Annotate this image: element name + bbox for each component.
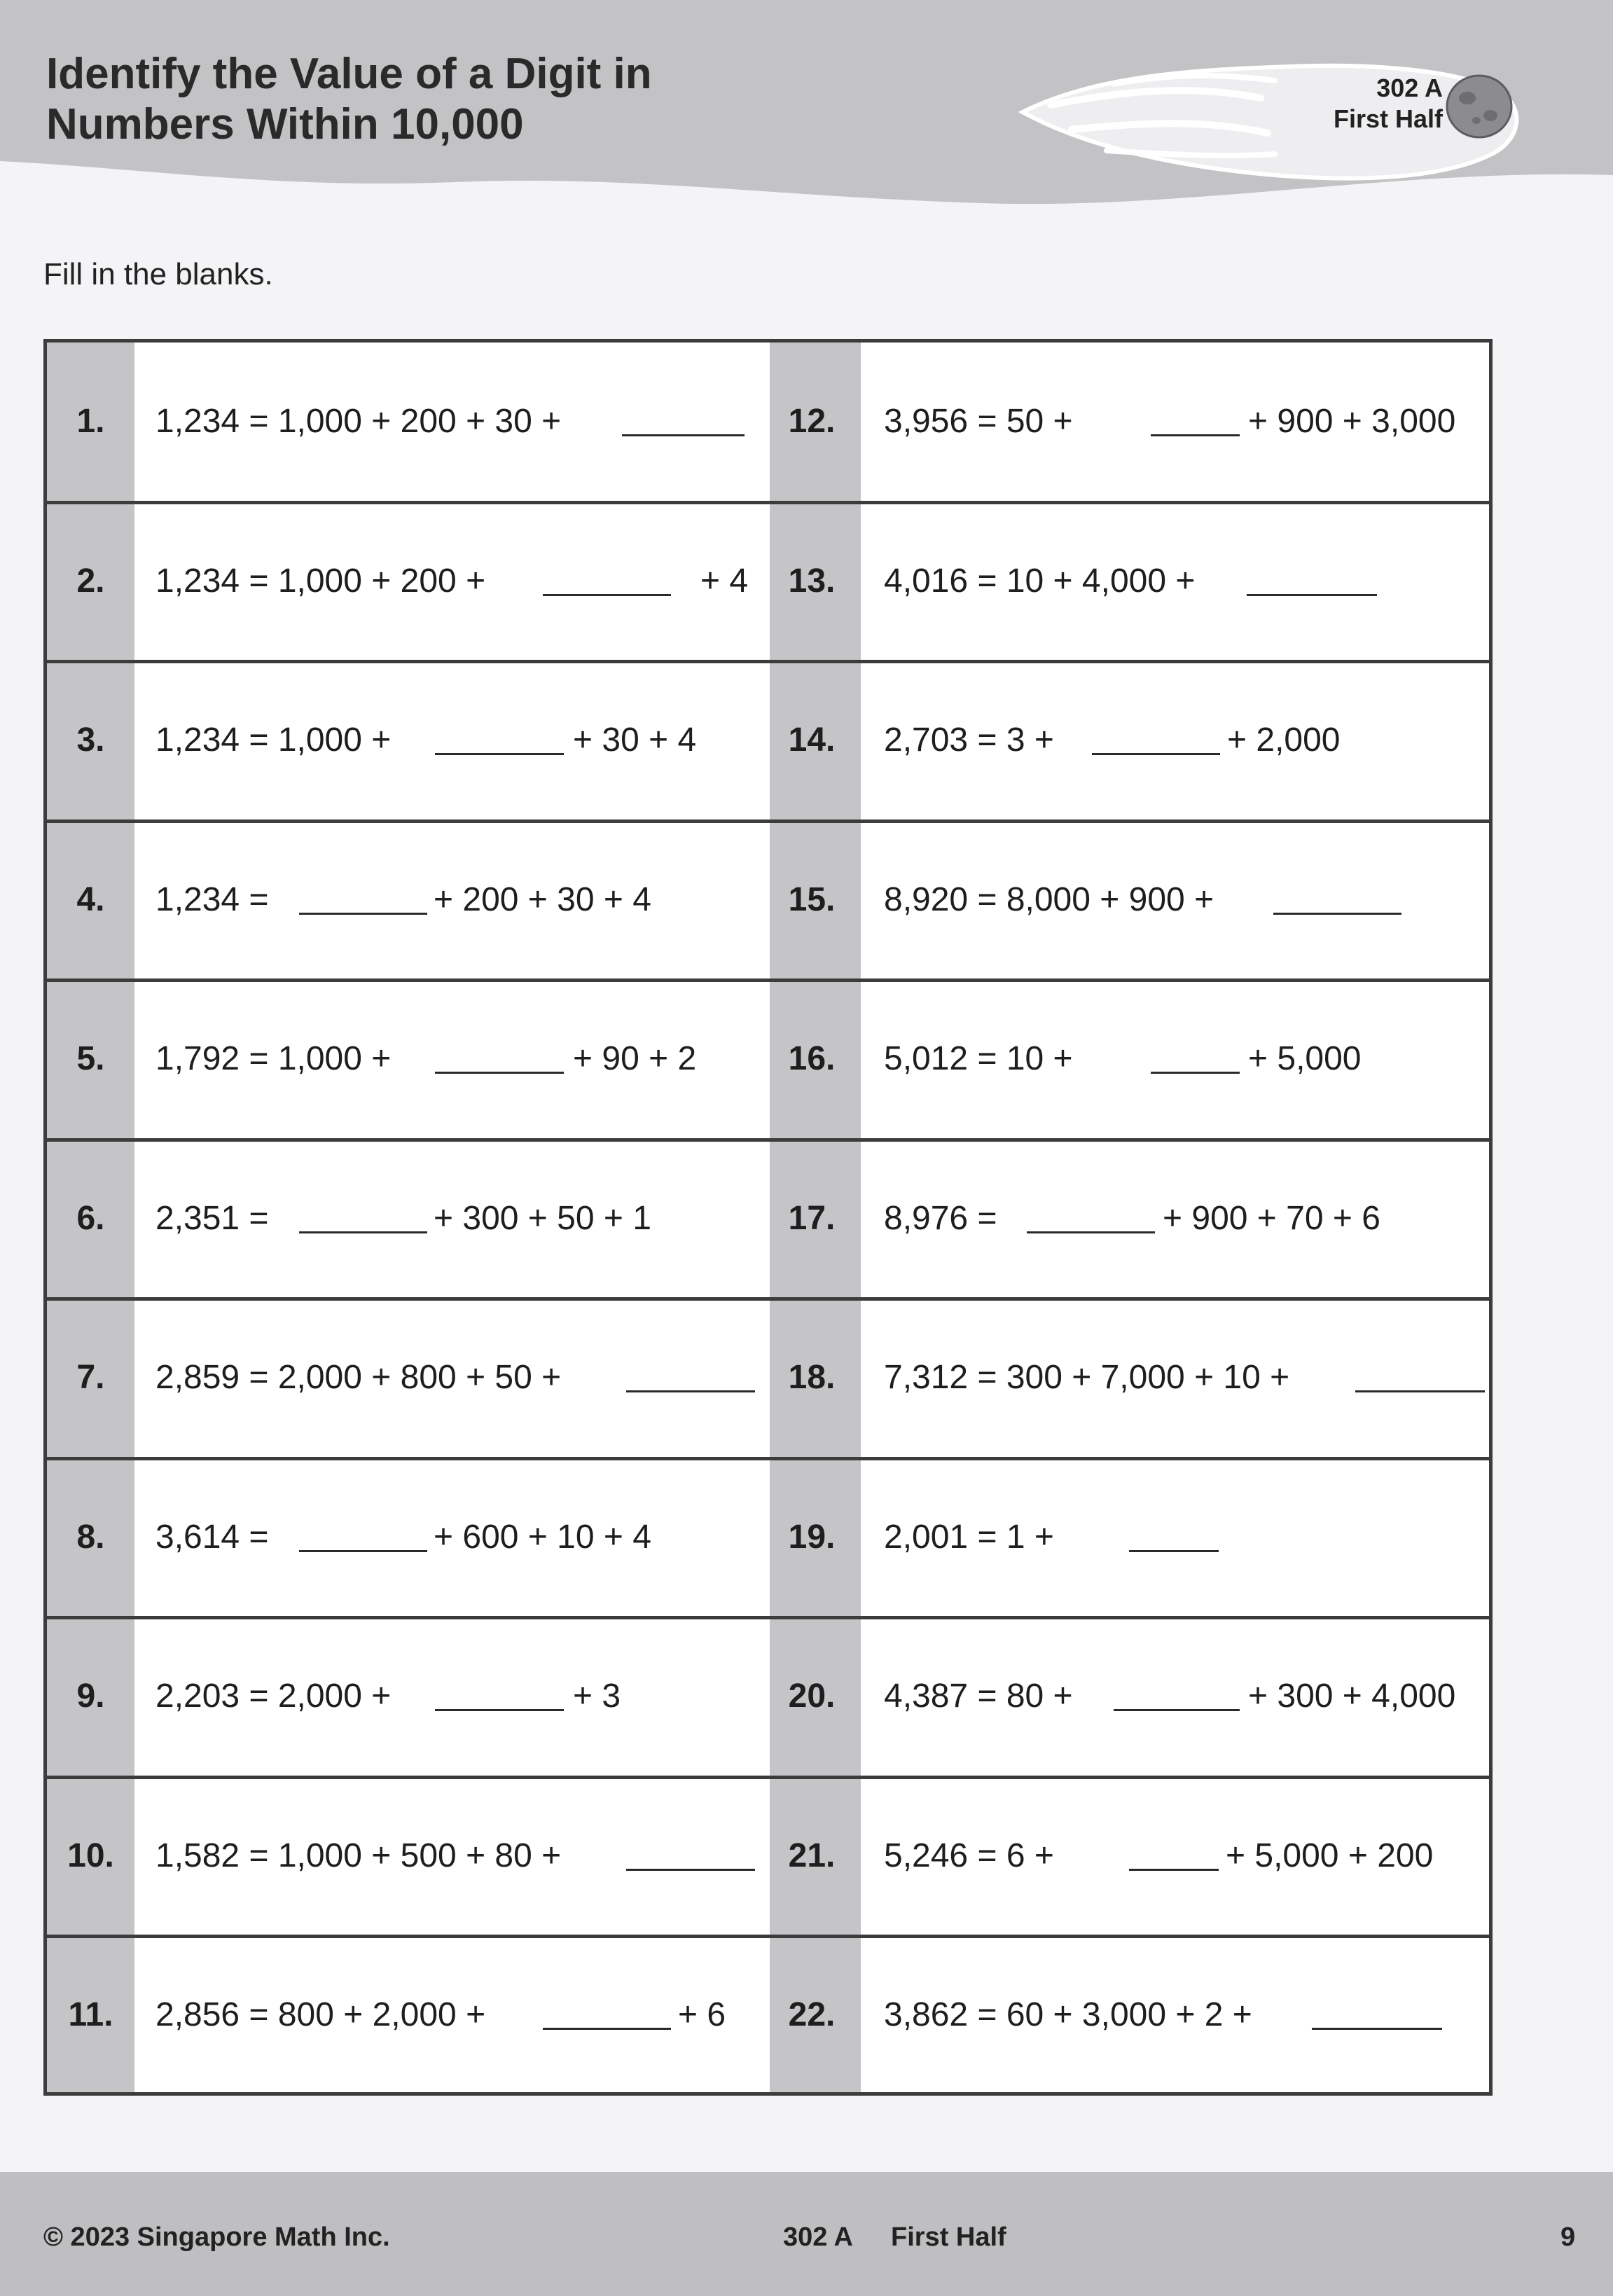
equation-text: 2,703 = 3 +	[884, 721, 1054, 759]
problem-number: 22.	[788, 1996, 836, 2033]
instructions: Fill in the blanks.	[43, 257, 273, 291]
answer-blank[interactable]	[1247, 594, 1377, 596]
problem-21	[0, 1837, 1613, 1876]
equation-remainder: + 4	[700, 562, 749, 600]
equation-text: 5,012 = 10 +	[884, 1040, 1073, 1077]
row-divider	[47, 1935, 1489, 1938]
row-divider	[47, 978, 1489, 982]
problem-number: 16.	[788, 1040, 836, 1077]
equation-remainder: + 5,000	[1248, 1040, 1362, 1077]
problem-17	[0, 1199, 1613, 1238]
problem-number: 14.	[788, 721, 836, 759]
problem-number: 10.	[67, 1837, 114, 1874]
equation-remainder: + 900 + 70 + 6	[1163, 1200, 1380, 1237]
equation-text: 1,234 = 1,000 + 200 + 30 +	[155, 403, 562, 440]
equation-remainder: + 2,000	[1227, 721, 1341, 759]
answer-blank[interactable]	[1027, 1231, 1155, 1233]
equation-text: 2,859 = 2,000 + 800 + 50 +	[155, 1359, 562, 1396]
problem-number: 15.	[788, 881, 836, 918]
problem-number: 6.	[76, 1200, 105, 1237]
footer-book-part: First Half	[891, 2222, 1006, 2252]
answer-blank[interactable]	[1114, 1709, 1240, 1711]
equation-remainder: + 600 + 10 + 4	[434, 1519, 651, 1556]
problem-13	[0, 562, 1613, 601]
problem-18	[0, 1358, 1613, 1397]
book-part: First Half	[1333, 104, 1443, 133]
problem-number: 9.	[76, 1678, 105, 1715]
equation-remainder: + 90 + 2	[573, 1040, 697, 1077]
problem-number: 4.	[76, 881, 105, 918]
answer-blank[interactable]	[1129, 1550, 1219, 1552]
equation-remainder: + 900 + 3,000	[1248, 403, 1456, 440]
equation-text: 1,792 = 1,000 +	[155, 1040, 392, 1077]
problem-16	[0, 1039, 1613, 1079]
equation-text: 1,582 = 1,000 + 500 + 80 +	[155, 1837, 562, 1874]
problem-number: 12.	[788, 403, 836, 440]
book-label	[1261, 73, 1443, 134]
equation-text: 1,234 = 1,000 + 200 +	[155, 562, 486, 600]
problem-22	[0, 1996, 1613, 2035]
problem-19	[0, 1518, 1613, 1557]
row-divider	[47, 1457, 1489, 1460]
problem-number: 19.	[788, 1519, 836, 1556]
equation-text: 7,312 = 300 + 7,000 + 10 +	[884, 1359, 1290, 1396]
equation-text: 5,246 = 6 +	[884, 1837, 1054, 1874]
problem-number: 21.	[788, 1837, 836, 1874]
problem-number: 8.	[76, 1519, 105, 1556]
row-divider	[47, 501, 1489, 504]
equation-remainder: + 200 + 30 + 4	[434, 881, 651, 918]
problem-20	[0, 1677, 1613, 1716]
answer-blank[interactable]	[1092, 753, 1220, 755]
problem-number: 17.	[788, 1200, 836, 1237]
equation-text: 1,234 =	[155, 881, 269, 918]
footer-book-code: 302 A	[783, 2222, 853, 2252]
equation-remainder: + 3	[573, 1678, 621, 1715]
equation-remainder: + 5,000 + 200	[1226, 1837, 1434, 1874]
problem-number: 3.	[76, 721, 105, 759]
problem-number: 20.	[788, 1678, 836, 1715]
problem-12	[0, 402, 1613, 441]
problem-number: 1.	[76, 403, 105, 440]
equation-text: 2,203 = 2,000 +	[155, 1678, 392, 1715]
equation-remainder: + 300 + 4,000	[1248, 1678, 1456, 1715]
equation-remainder: + 300 + 50 + 1	[434, 1200, 651, 1237]
equation-text: 3,956 = 50 +	[884, 403, 1073, 440]
problem-number: 2.	[76, 562, 105, 600]
row-divider	[47, 1297, 1489, 1301]
problem-number: 7.	[76, 1359, 105, 1396]
problem-number: 11.	[68, 1996, 113, 2033]
answer-blank[interactable]	[1355, 1390, 1485, 1392]
equation-text: 1,234 = 1,000 +	[155, 721, 392, 759]
copyright: © 2023 Singapore Math Inc.	[43, 2222, 390, 2252]
problem-15	[0, 880, 1613, 920]
answer-blank[interactable]	[1151, 434, 1240, 436]
problem-number: 18.	[788, 1359, 836, 1396]
row-divider	[47, 1776, 1489, 1779]
equation-text: 3,862 = 60 + 3,000 + 2 +	[884, 1996, 1252, 2033]
book-code: 302 A	[1376, 74, 1443, 102]
title-line-1: Identify the Value of a Digit in	[46, 50, 652, 98]
equation-text: 4,387 = 80 +	[884, 1678, 1073, 1715]
row-divider	[47, 1616, 1489, 1619]
equation-text: 8,920 = 8,000 + 900 +	[884, 881, 1214, 918]
equation-remainder: + 6	[678, 1996, 726, 2033]
rock-icon	[1447, 76, 1511, 137]
page-title	[46, 49, 652, 150]
answer-blank[interactable]	[1273, 913, 1401, 915]
problem-number: 13.	[788, 562, 836, 600]
equation-text: 2,351 =	[155, 1200, 269, 1237]
equation-text: 3,614 =	[155, 1519, 269, 1556]
equation-text: 2,001 = 1 +	[884, 1519, 1054, 1556]
row-divider	[47, 660, 1489, 663]
equation-text: 2,856 = 800 + 2,000 +	[155, 1996, 486, 2033]
problem-number: 5.	[76, 1040, 105, 1077]
answer-blank[interactable]	[1312, 2028, 1442, 2030]
page-number: 9	[1560, 2222, 1576, 2252]
equation-text: 4,016 = 10 + 4,000 +	[884, 562, 1196, 600]
answer-blank[interactable]	[1129, 1869, 1219, 1871]
equation-remainder: + 30 + 4	[573, 721, 697, 759]
title-line-2: Numbers Within 10,000	[46, 100, 524, 148]
row-divider	[47, 819, 1489, 823]
equation-text: 8,976 =	[884, 1200, 997, 1237]
problem-14	[0, 721, 1613, 760]
row-divider	[47, 1138, 1489, 1142]
answer-blank[interactable]	[1151, 1072, 1240, 1074]
